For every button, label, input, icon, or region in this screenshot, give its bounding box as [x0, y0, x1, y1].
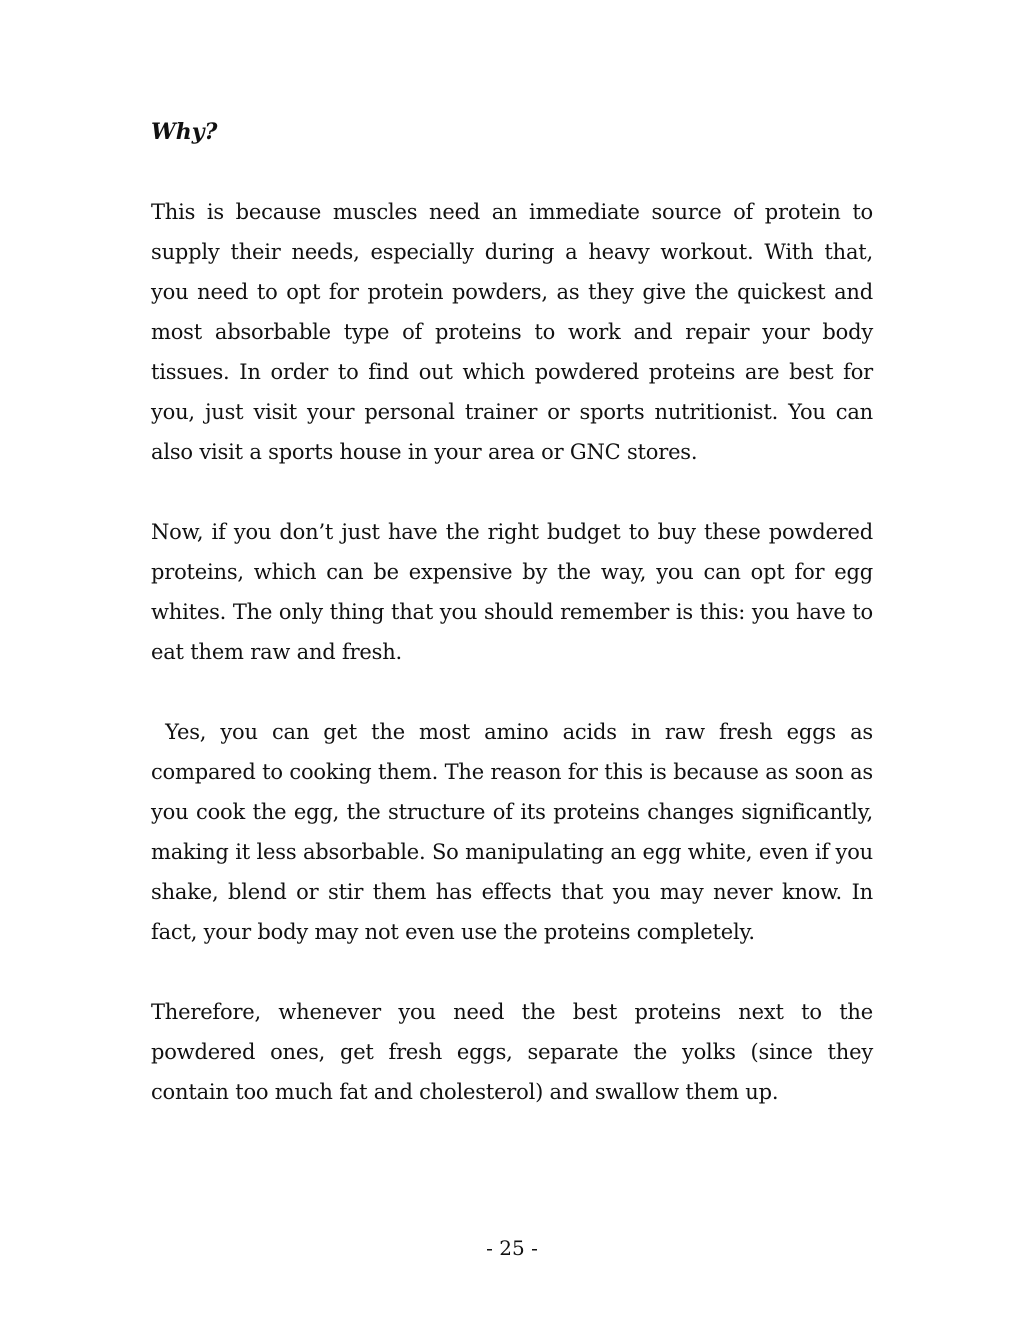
document-page [151, 112, 880, 1152]
paragraph-4: Therefore, whenever you need the best proteins next to the powdered ones, get fresh eggs, separate the yolks (since they contain too much fat and cholesterol) and swallow them up. [151, 1000, 873, 1104]
page-number: - 25 - [486, 1236, 538, 1260]
paragraph-2: Now, if you don’t just have the right budget to buy these powdered proteins, which can be expensive by the way, you can opt for egg whites. The only thing that you should remember is this: you have to eat them raw and fresh. [151, 520, 873, 664]
paragraph-1: This is because muscles need an immediate source of protein to supply their needs, especially during a heavy workout. With that, you need to opt for protein powders, as they give the quickest and most absorbable type of proteins to work and repair your body tissues. In order to find out which powdered proteins are best for you, just visit your personal trainer or sports nutritionist. You can also visit a sports house in your area or GNC stores. [151, 200, 873, 464]
section-heading: Why? [151, 119, 218, 145]
paragraph-3: Yes, you can get the most amino acids in raw fresh eggs as compared to cooking them. The reason for this is because as soon as you cook the egg, the structure of its proteins changes significantly, making it less absorbable. So manipulating an egg white, even if you shake, blend or stir them has effects that you may never know. In fact, your body may not even use the proteins completely. [151, 720, 880, 944]
